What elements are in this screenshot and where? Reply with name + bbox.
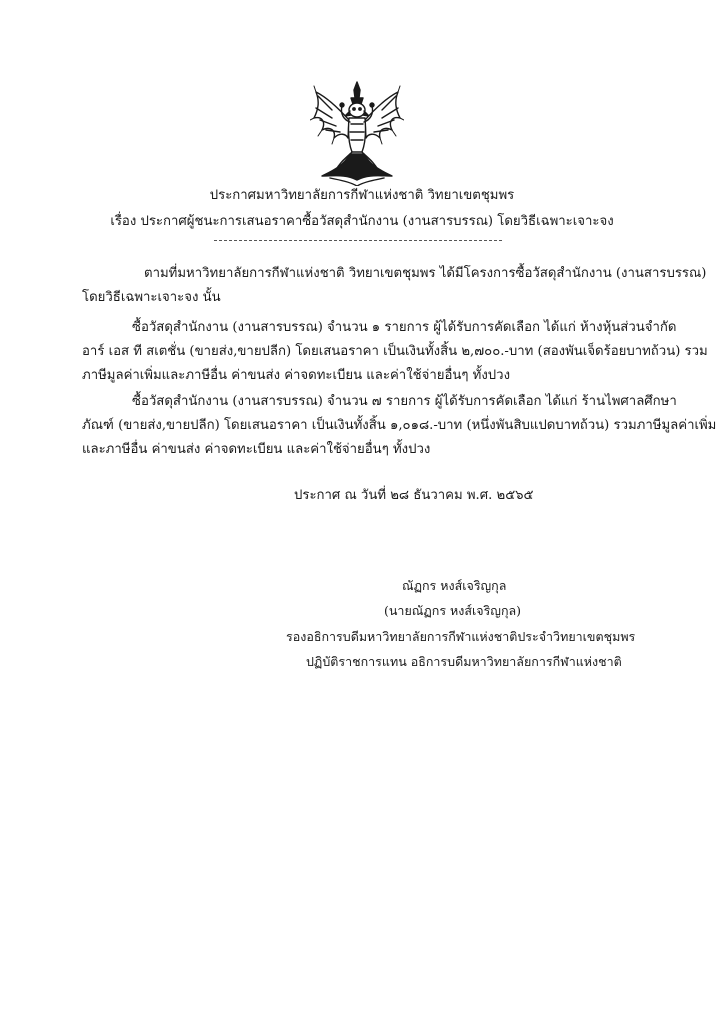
announce-date: ประกาศ ณ วันที่ ๒๘ ธันวาคม พ.ศ. ๒๕๖๕ [294,488,534,503]
signer-printed-name: (นายณัฏกร หงส์เจริญกุล) [384,603,522,618]
item2-paragraph-line-2: ภัณฑ์ (ขายส่ง,ขายปลีก) โดยเสนอราคา เป็นเงินทั้งสิ้น ๑,๐๑๘.-บาท (หนึ่งพันสิบแปดบาทถ้วน) รวมภาษีมูลค่าเพิ่ม [82,418,717,433]
announcement-subject: เรื่อง ประกาศผู้ชนะการเสนอราคาซื้อวัสดุสำนักงาน (งานสารบรรณ) โดยวิธีเฉพาะเจาะจง [110,214,614,229]
item2-paragraph-line-1: ซื้อวัสดุสำนักงาน (งานสารบรรณ) จำนวน ๗ รายการ ผู้ได้รับการคัดเลือก ได้แก่ ร้านไพศาลศึกษา [132,394,677,409]
item2-paragraph-line-3: และภาษีอื่น ค่าขนส่ง ค่าจดทะเบียน และค่าใช้จ่ายอื่นๆ ทั้งปวง [82,442,431,457]
intro-paragraph-line-2: โดยวิธีเฉพาะเจาะจง นั้น [82,290,221,305]
item1-paragraph-line-1: ซื้อวัสดุสำนักงาน (งานสารบรรณ) จำนวน ๑ รายการ ผู้ได้รับการคัดเลือก ได้แก่ ห้างหุ้นส่วนจำกัด [132,320,677,335]
header-divider [214,240,502,241]
signer-name: ณัฏกร หงส์เจริญกุล [402,578,507,593]
intro-paragraph-line-1: ตามที่มหาวิทยาลัยการกีฬาแห่งชาติ วิทยาเขตชุมพร ได้มีโครงการซื้อวัสดุสำนักงาน (งานสารบรรณ) [144,266,707,281]
item1-paragraph-line-2: อาร์ เอส ที สเตชั่น (ขายส่ง,ขายปลีก) โดยเสนอราคา เป็นเงินทั้งสิ้น ๒,๗๐๐.-บาท (สองพันเจ็ดร้อยบาทถ้วน) รวม [82,344,708,359]
item1-paragraph-line-3: ภาษีมูลค่าเพิ่มและภาษีอื่น ค่าขนส่ง ค่าจดทะเบียน และค่าใช้จ่ายอื่นๆ ทั้งปวง [82,368,511,383]
signer-position-line-2: ปฏิบัติราชการแทน อธิการบดีมหาวิทยาลัยการกีฬาแห่งชาติ [306,654,622,669]
announcement-title: ประกาศมหาวิทยาลัยการกีฬาแห่งชาติ วิทยาเขตชุมพร [209,188,515,203]
garuda-emblem-icon [310,80,404,186]
signer-position-line-1: รองอธิการบดีมหาวิทยาลัยการกีฬาแห่งชาติประจำวิทยาเขตชุมพร [286,629,636,644]
